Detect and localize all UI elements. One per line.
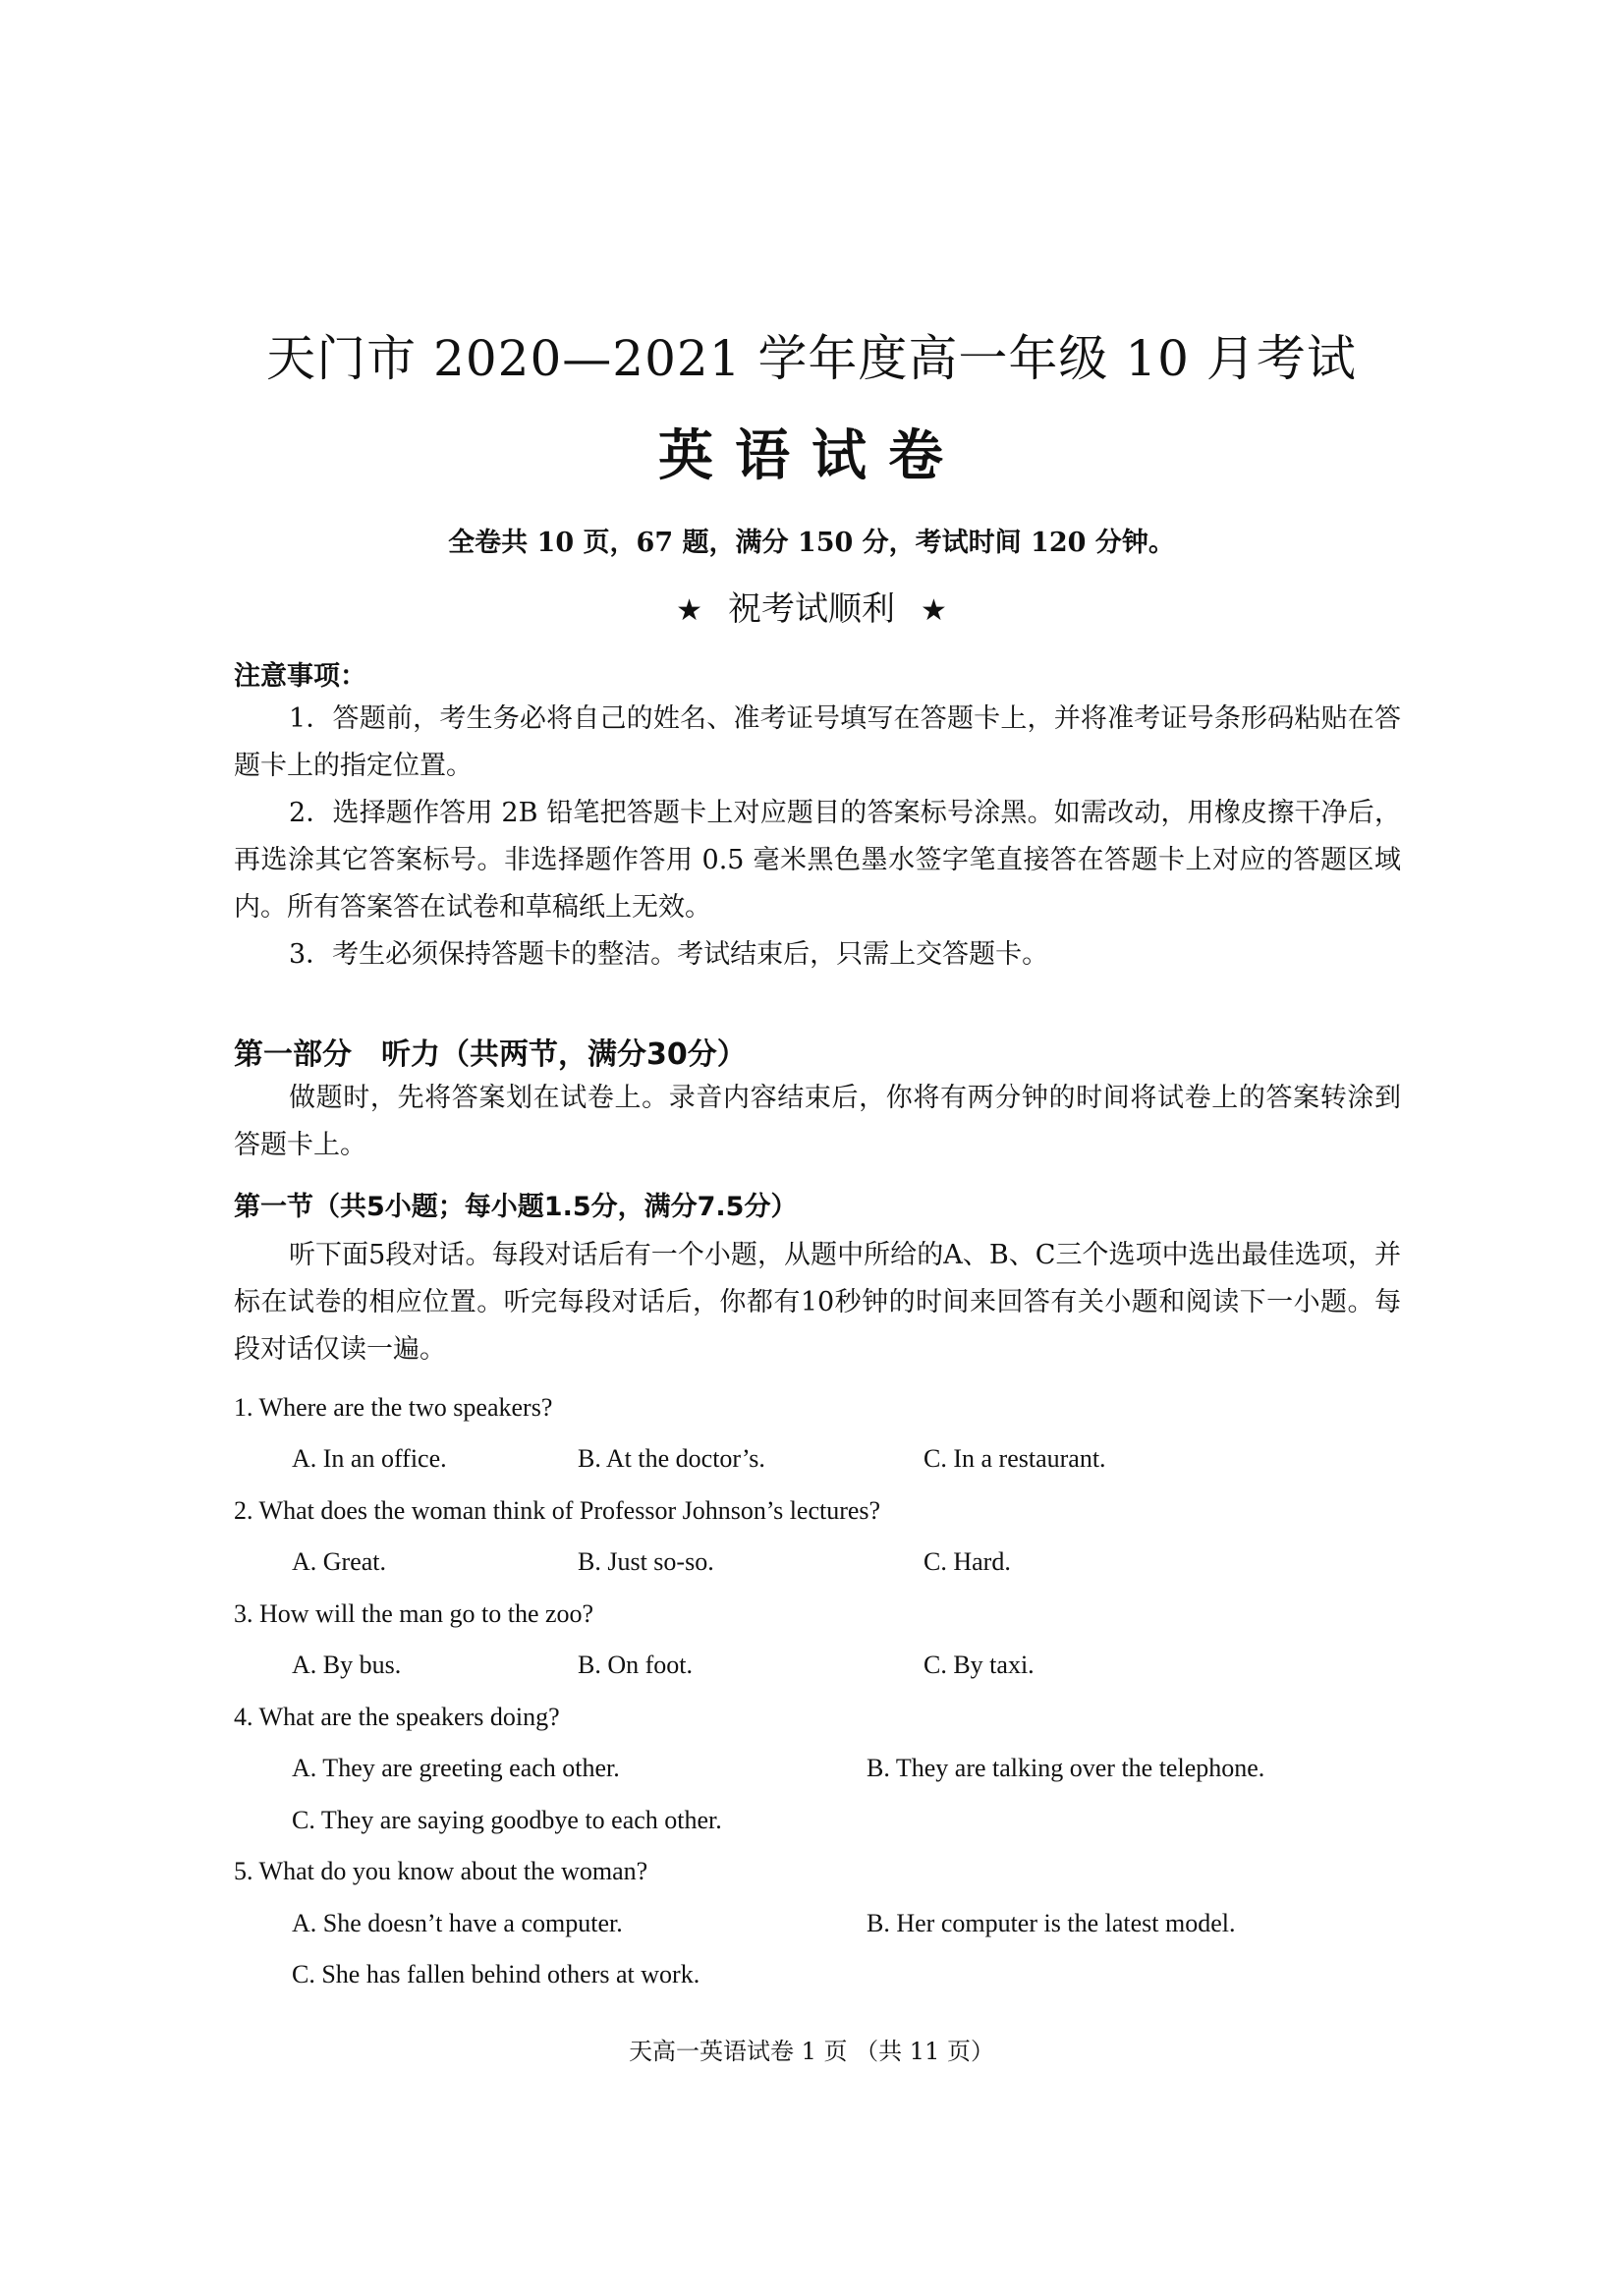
option-c: C. She has fallen behind others at work. [292, 1960, 700, 1988]
section1-instruction: 听下面5段对话。每段对话后有一个小题，从题中所给的A、B、C三个选项中选出最佳选项，并标在试卷的相应位置。听完每段对话后，你都有10秒钟的时间来回答有关小题和阅读下一小题。每段对话仅读一遍。 [234, 1240, 1401, 1365]
option-c: C. By taxi. [923, 1651, 1035, 1679]
option-c: C. In a restaurant. [923, 1444, 1106, 1473]
question-stem: 4. What are the speakers doing? [234, 1703, 560, 1731]
subject-title: 英语试卷 [658, 424, 965, 488]
star-icon: ★ [676, 593, 702, 628]
exam-title: 天门市 2020—2021 学年度高一年级 10 月考试 [266, 330, 1357, 387]
option-a: A. In an office. [292, 1444, 447, 1473]
question-stem: 3. How will the man go to the zoo? [234, 1599, 594, 1628]
question-stem: 1. Where are the two speakers? [234, 1393, 553, 1422]
good-luck-line [0, 582, 1623, 630]
part1-instruction: 做题时，先将答案划在试卷上。录音内容结束后，你将有两分钟的时间将试卷上的答案转涂到答题卡上。 [234, 1083, 1401, 1160]
option-a: A. By bus. [292, 1651, 402, 1679]
option-c: C. Hard. [923, 1547, 1011, 1576]
option-b: B. They are talking over the telephone. [867, 1754, 1265, 1782]
notice-item: 2．选择题作答用 2B 铅笔把答题卡上对应题目的答案标号涂黑。如需改动，用橡皮擦干净后，再选涂其它答案标号。非选择题作答用 0.5 毫米黑色墨水签字笔直接答在答题卡上对应的答题区域内。所有答案答在试卷和草稿纸上无效。 [234, 798, 1401, 923]
question-stem: 2. What does the woman think of Professor Johnson’s lectures? [234, 1496, 881, 1525]
part1-heading: 第一部分 听力（共两节，满分30分） [234, 1037, 747, 1072]
star-icon: ★ [921, 593, 947, 628]
section1-heading: 第一节（共5小题；每小题1.5分，满分7.5分） [234, 1192, 798, 1222]
option-c: C. They are saying goodbye to each other. [292, 1806, 722, 1834]
option-a: A. She doesn’t have a computer. [292, 1909, 623, 1937]
exam-info: 全卷共 10 页，67 题，满分 150 分，考试时间 120 分钟。 [448, 528, 1175, 558]
notice-heading: 注意事项： [234, 661, 366, 692]
notice-item: 3．考生必须保持答题卡的整洁。考试结束后，只需上交答题卡。 [289, 939, 1049, 970]
page-footer: 天高一英语试卷 1 页 （共 11 页） [629, 2038, 994, 2065]
good-luck-text: 祝考试顺利 [728, 589, 895, 629]
option-b: B. Her computer is the latest model. [867, 1909, 1236, 1937]
option-b: B. At the doctor’s. [578, 1444, 765, 1473]
option-a: A. Great. [292, 1547, 387, 1576]
option-a: A. They are greeting each other. [292, 1754, 620, 1782]
notice-item: 1．答题前，考生务必将自己的姓名、准考证号填写在答题卡上，并将准考证号条形码粘贴在答题卡上的指定位置。 [234, 703, 1401, 781]
question-stem: 5. What do you know about the woman? [234, 1857, 648, 1885]
option-b: B. On foot. [578, 1651, 693, 1679]
option-b: B. Just so-so. [578, 1547, 714, 1576]
